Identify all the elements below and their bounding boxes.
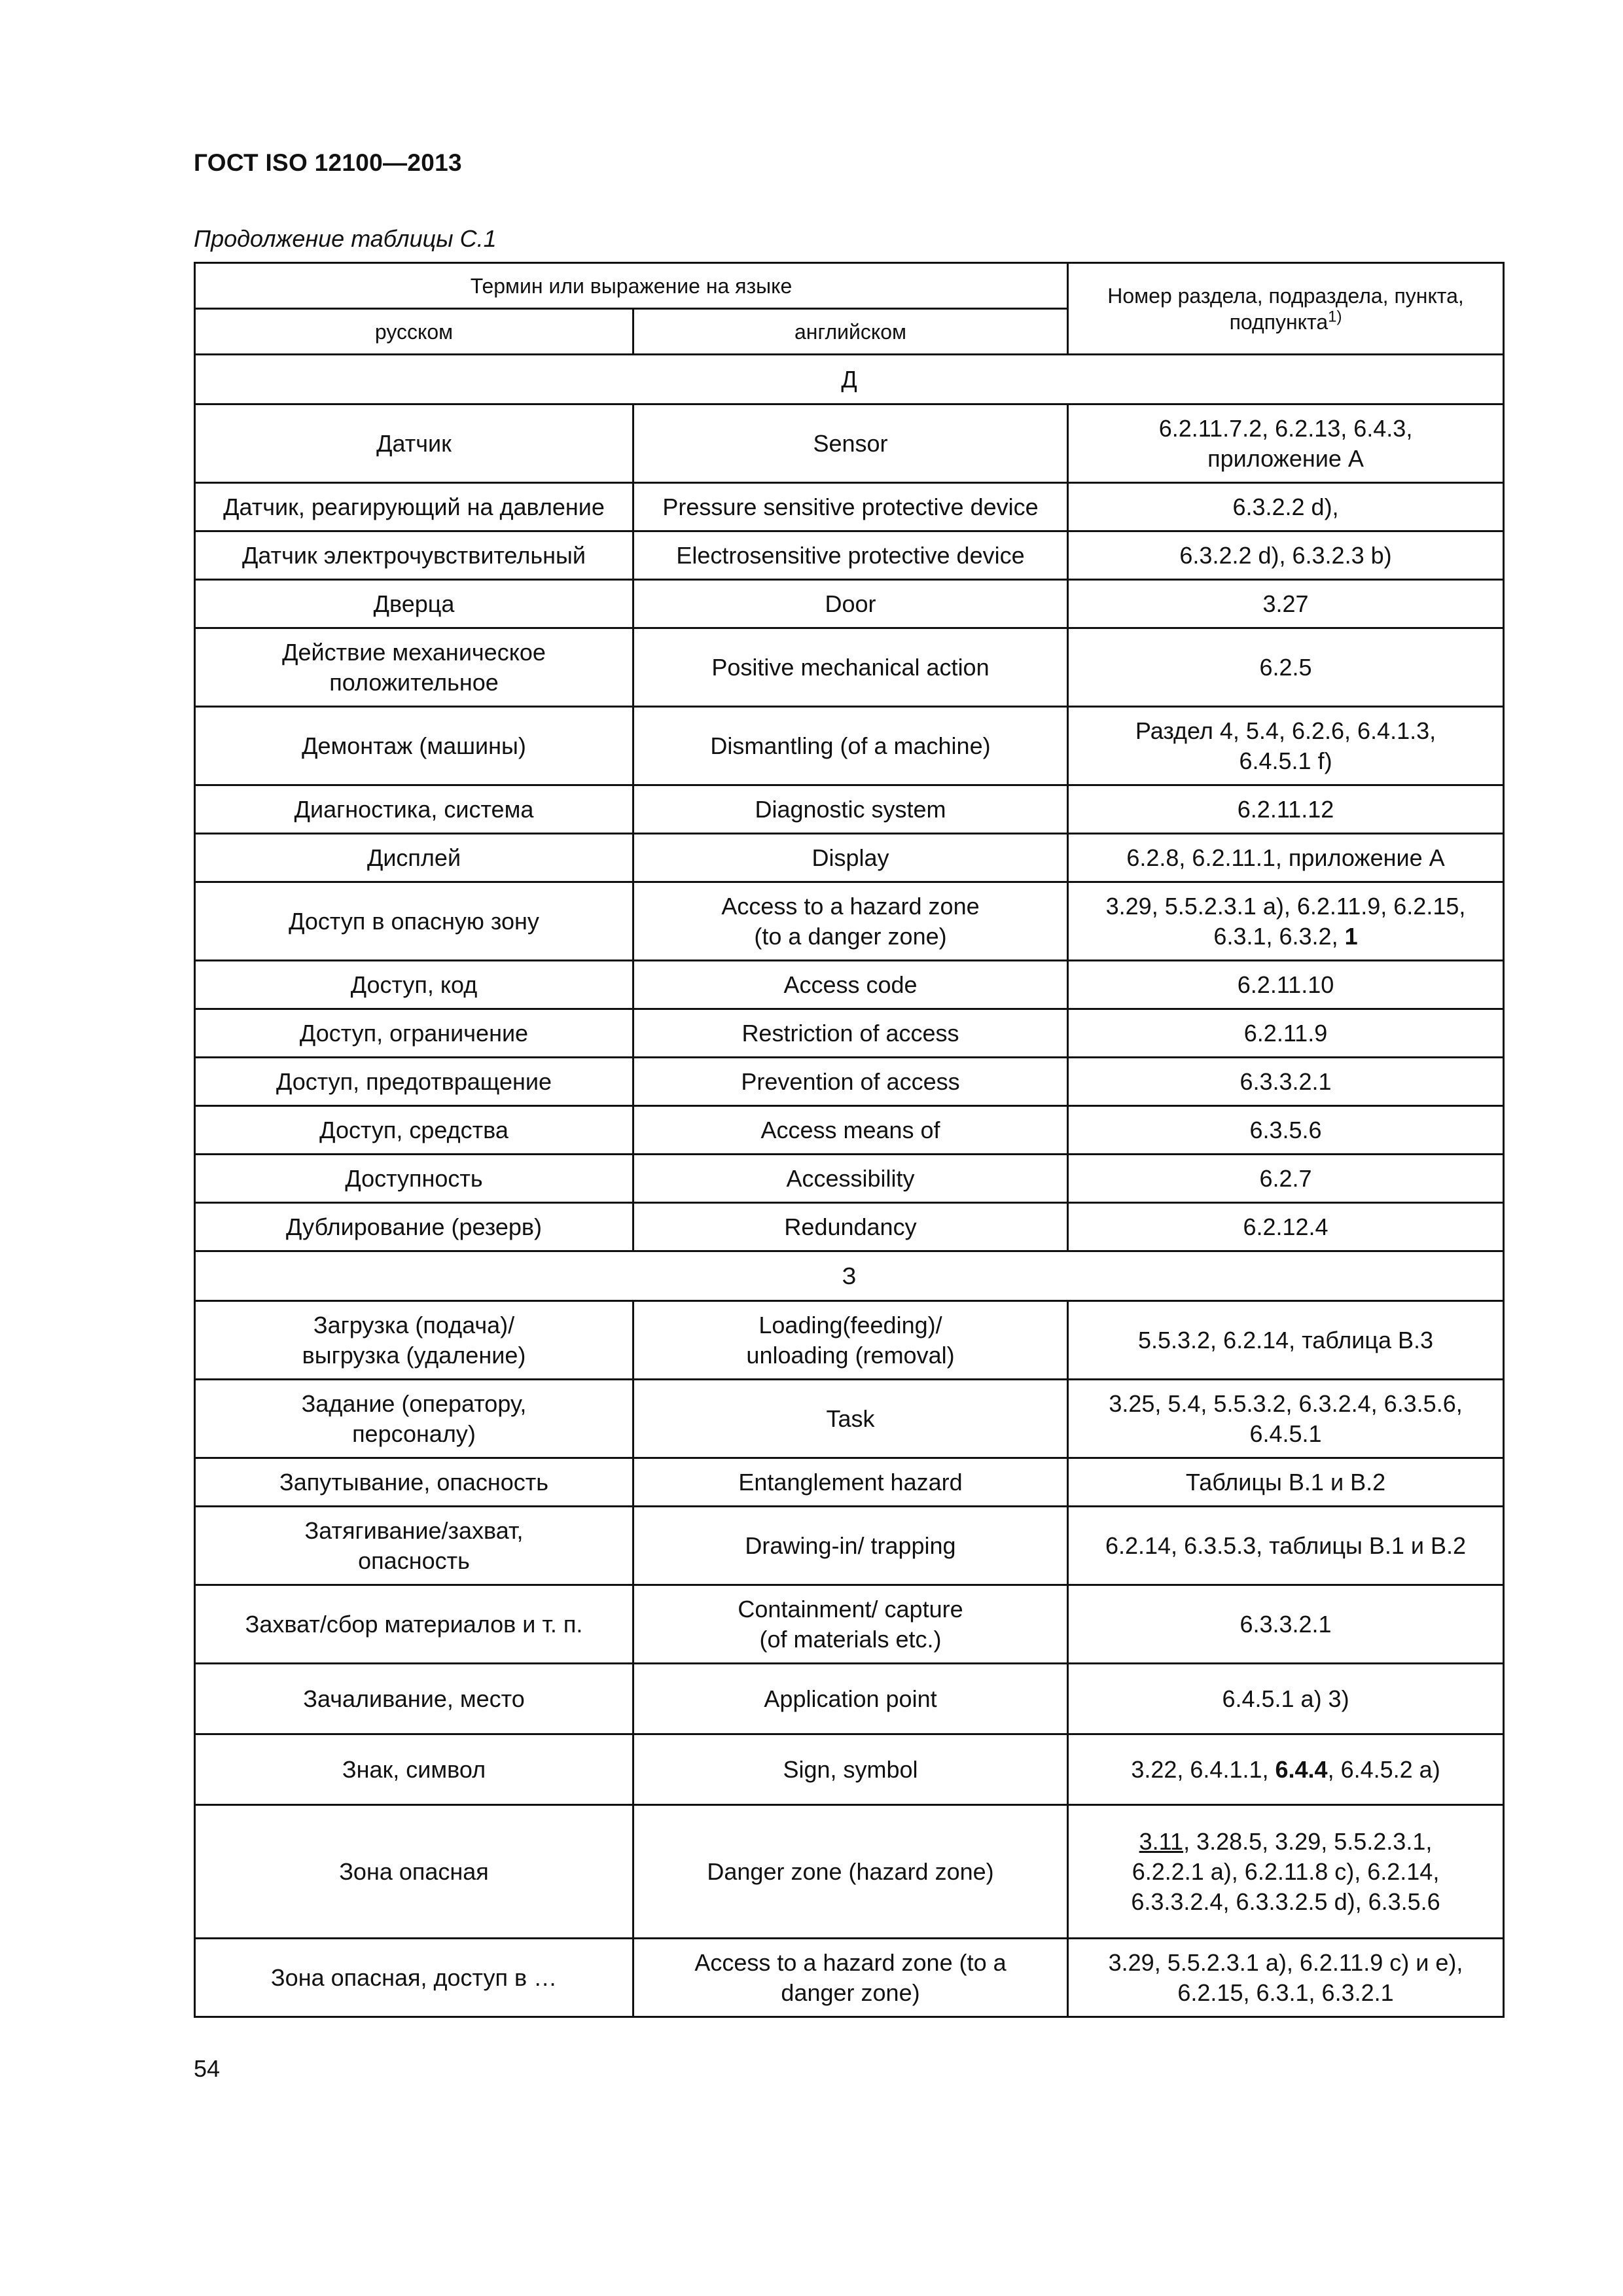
reference-line: [1077, 1067, 1495, 1097]
reference-line: [1077, 1827, 1495, 1857]
reference-text: 6.3.1, 6.3.2,: [1213, 922, 1345, 950]
russian-term-cell: [195, 1380, 633, 1458]
russian-term-cell: [195, 483, 633, 531]
reference-text: 6.2.11.9: [1243, 1019, 1328, 1047]
russian-term-line: Доступ в опасную зону: [289, 907, 539, 935]
russian-term-cell: [195, 1458, 633, 1507]
table-row: [195, 1009, 1504, 1058]
english-term-cell: [633, 1507, 1068, 1585]
reference-line: [1077, 922, 1495, 952]
section-reference-cell: [1068, 961, 1504, 1009]
english-term-line: Access means of: [760, 1116, 940, 1143]
reference-text: 6.4.4: [1275, 1755, 1328, 1783]
reference-text: 6.2.8, 6.2.11.1, приложение А: [1126, 844, 1445, 871]
reference-line: [1077, 1609, 1495, 1640]
reference-text: 5.5.3.2, 6.2.14, таблица В.3: [1137, 1326, 1434, 1354]
russian-term-line: выгрузка (удаление): [302, 1341, 526, 1369]
english-term-cell: [633, 1664, 1068, 1734]
english-term-cell: [633, 785, 1068, 834]
english-term-line: Drawing-in/ trapping: [745, 1532, 956, 1559]
russian-term-line: Знак, символ: [342, 1755, 486, 1783]
russian-term-line: Затягивание/захват,: [304, 1516, 524, 1544]
russian-term-cell: [195, 1939, 633, 2017]
section-reference-cell: [1068, 1939, 1504, 2017]
russian-term-cell: [195, 882, 633, 961]
table-row: [195, 707, 1504, 785]
table-row: [195, 531, 1504, 580]
russian-term-line: Диагностика, система: [294, 795, 534, 823]
english-term-cell: [633, 882, 1068, 961]
reference-line: [1077, 1948, 1495, 1978]
table-row: [195, 628, 1504, 707]
table-row: [195, 483, 1504, 531]
section-reference-cell: [1068, 1155, 1504, 1203]
english-term-line: Task: [826, 1405, 875, 1432]
section-reference-cell: [1068, 483, 1504, 531]
document-title: ГОСТ ISO 12100—2013: [194, 149, 462, 176]
reference-line: [1077, 414, 1495, 444]
reference-text: 1: [1344, 922, 1358, 950]
section-letter: Д: [195, 355, 1504, 404]
table-row: [195, 1458, 1504, 1507]
english-term-cell: [633, 1155, 1068, 1203]
russian-term-cell: [195, 1009, 633, 1058]
reference-line: [1077, 1467, 1495, 1498]
english-term-cell: [633, 1380, 1068, 1458]
reference-text: , 3.28.5, 3.29, 5.5.2.3.1,: [1183, 1827, 1433, 1855]
english-term-cell: [633, 1458, 1068, 1507]
russian-term-cell: [195, 1734, 633, 1805]
russian-term-line: опасность: [358, 1547, 470, 1574]
english-term-line: Access to a hazard zone: [721, 892, 980, 920]
reference-line: [1077, 1018, 1495, 1049]
reference-text: 6.3.5.6: [1249, 1116, 1322, 1143]
russian-term-cell: [195, 785, 633, 834]
russian-term-cell: [195, 834, 633, 882]
reference-text: 6.2.11.10: [1237, 971, 1334, 998]
english-term-line: Loading(feeding)/: [758, 1311, 942, 1338]
english-term-cell: [633, 580, 1068, 628]
reference-line: [1077, 1531, 1495, 1561]
reference-text: 3.29, 5.5.2.3.1 a), 6.2.11.9, 6.2.15,: [1105, 892, 1466, 920]
russian-term-cell: [195, 1106, 633, 1155]
terms-table: [194, 262, 1505, 2018]
reference-text: 3.27: [1262, 590, 1309, 617]
page-number: 54: [194, 2055, 221, 2082]
reference-text: 6.3.3.2.1: [1240, 1610, 1332, 1638]
table-row: [195, 1301, 1504, 1380]
russian-term-cell: [195, 707, 633, 785]
reference-text: 6.4.5.1: [1249, 1420, 1322, 1447]
section-reference-cell: [1068, 628, 1504, 707]
russian-term-line: Датчик: [376, 429, 452, 457]
reference-text: 6.3.3.2.1: [1240, 1067, 1332, 1095]
english-term-cell: [633, 628, 1068, 707]
english-term-cell: [633, 1939, 1068, 2017]
english-term-cell: [633, 707, 1068, 785]
english-term-line: Prevention of access: [741, 1067, 960, 1095]
english-term-line: Accessibility: [786, 1164, 915, 1192]
reference-text: 6.2.12.4: [1243, 1213, 1329, 1240]
russian-term-cell: [195, 1203, 633, 1251]
russian-term-line: Датчик электрочувствительный: [242, 541, 586, 569]
russian-term-cell: [195, 628, 633, 707]
russian-term-line: Зачаливание, место: [303, 1685, 525, 1712]
table-row: [195, 1155, 1504, 1203]
reference-text: 6.3.2.2 d), 6.3.2.3 b): [1179, 541, 1392, 569]
english-term-cell: [633, 1734, 1068, 1805]
reference-text: 3.25, 5.4, 5.5.3.2, 6.3.2.4, 6.3.5.6,: [1109, 1390, 1463, 1417]
english-term-cell: [633, 404, 1068, 483]
reference-line: [1077, 891, 1495, 922]
section-reference-cell: [1068, 785, 1504, 834]
reference-line: [1077, 444, 1495, 474]
reference-line: [1077, 589, 1495, 619]
table-row: [195, 1507, 1504, 1585]
english-term-line: Electrosensitive protective device: [676, 541, 1025, 569]
russian-term-cell: [195, 1301, 633, 1380]
reference-line: [1077, 1115, 1495, 1145]
english-term-cell: [633, 961, 1068, 1009]
section-reference-cell: [1068, 1301, 1504, 1380]
section-reference-cell: [1068, 404, 1504, 483]
english-term-line: Diagnostic system: [755, 795, 946, 823]
reference-line: [1077, 1419, 1495, 1449]
table-row: [195, 1058, 1504, 1106]
reference-text: 6.2.7: [1259, 1164, 1312, 1192]
table-row: [195, 1203, 1504, 1251]
section-reference-cell: [1068, 1058, 1504, 1106]
reference-text: 6.3.2.2 d),: [1232, 493, 1339, 520]
reference-text: 6.2.2.1 a), 6.2.11.8 c), 6.2.14,: [1132, 1857, 1440, 1885]
english-term-cell: [633, 1203, 1068, 1251]
letter-section-row: [195, 1251, 1504, 1301]
reference-line: [1077, 970, 1495, 1000]
russian-term-line: персоналу): [352, 1420, 476, 1447]
reference-line: [1077, 1887, 1495, 1917]
section-reference-cell: [1068, 882, 1504, 961]
table-row: [195, 1380, 1504, 1458]
reference-text: 6.2.11.12: [1237, 795, 1334, 823]
english-term-line: Pressure sensitive protective device: [662, 493, 1039, 520]
reference-text: 6.4.5.1 f): [1239, 747, 1332, 774]
reference-line: [1077, 1857, 1495, 1887]
russian-term-line: Захват/сбор материалов и т. п.: [245, 1610, 583, 1638]
reference-line: [1077, 716, 1495, 746]
reference-line: [1077, 1212, 1495, 1242]
term-language-header: Термин или выражение на языке: [195, 263, 1068, 309]
table-row: [195, 961, 1504, 1009]
russian-term-line: Демонтаж (машины): [302, 732, 526, 759]
english-term-cell: [633, 531, 1068, 580]
reference-text: 6.2.11.7.2, 6.2.13, 6.4.3,: [1158, 414, 1413, 442]
section-reference-cell: [1068, 707, 1504, 785]
section-reference-cell: [1068, 531, 1504, 580]
reference-text: приложение А: [1207, 444, 1364, 472]
russian-term-line: Загрузка (подача)/: [313, 1311, 515, 1338]
section-letter: З: [195, 1251, 1504, 1301]
reference-line: [1077, 746, 1495, 776]
reference-text: 6.2.14, 6.3.5.3, таблицы В.1 и В.2: [1105, 1532, 1467, 1559]
table-row: [195, 1106, 1504, 1155]
reference-text: 6.2.15, 6.3.1, 6.3.2.1: [1177, 1979, 1394, 2006]
russian-term-line: Действие механическое: [282, 638, 546, 666]
section-reference-cell: [1068, 1734, 1504, 1805]
english-term-line: unloading (removal): [746, 1341, 955, 1369]
reference-line: [1077, 1755, 1495, 1785]
section-reference-cell: [1068, 1585, 1504, 1664]
table-row: [195, 785, 1504, 834]
reference-line: [1077, 843, 1495, 873]
reference-line: [1077, 1684, 1495, 1714]
section-reference-cell: [1068, 1507, 1504, 1585]
table-row: [195, 580, 1504, 628]
english-term-line: Sensor: [813, 429, 888, 457]
reference-text: Таблицы В.1 и В.2: [1185, 1468, 1386, 1496]
reference-line: [1077, 795, 1495, 825]
english-term-line: Positive mechanical action: [711, 653, 990, 681]
english-term-line: Sign, symbol: [783, 1755, 918, 1783]
footnote-marker: 1): [1328, 307, 1342, 325]
reference-text: 6.4.5.1 a) 3): [1222, 1685, 1349, 1712]
english-term-line: Access code: [783, 971, 918, 998]
russian-term-line: Дверца: [373, 590, 455, 617]
english-term-line: danger zone): [781, 1979, 920, 2006]
russian-term-line: положительное: [329, 668, 499, 696]
english-term-cell: [633, 1585, 1068, 1664]
russian-term-cell: [195, 1058, 633, 1106]
table-row: [195, 1734, 1504, 1805]
english-term-cell: [633, 1009, 1068, 1058]
russian-term-line: Доступ, ограничение: [299, 1019, 529, 1047]
russian-term-line: Доступ, код: [350, 971, 478, 998]
english-term-line: Danger zone (hazard zone): [707, 1857, 994, 1885]
english-term-line: Entanglement hazard: [738, 1468, 963, 1496]
english-term-cell: [633, 1301, 1068, 1380]
reference-line: [1077, 1325, 1495, 1355]
russian-term-cell: [195, 404, 633, 483]
reference-text: Раздел 4, 5.4, 6.2.6, 6.4.1.3,: [1135, 717, 1436, 744]
reference-text: 6.2.5: [1259, 653, 1312, 681]
russian-term-line: Дисплей: [366, 844, 461, 871]
reference-line: [1077, 492, 1495, 522]
section-number-header-text: Номер раздела, подраздела, пункта, подпункта: [1107, 283, 1464, 334]
reference-text: 3.22, 6.4.1.1,: [1131, 1755, 1275, 1783]
russian-term-line: Задание (оператору,: [301, 1390, 527, 1417]
reference-line: [1077, 1978, 1495, 2008]
russian-term-cell: [195, 531, 633, 580]
reference-line: [1077, 653, 1495, 683]
section-reference-cell: [1068, 1203, 1504, 1251]
english-term-line: (to a danger zone): [754, 922, 947, 950]
english-term-line: Restriction of access: [741, 1019, 959, 1047]
russian-term-line: Доступ, предотвращение: [276, 1067, 552, 1095]
russian-term-cell: [195, 1155, 633, 1203]
english-term-cell: [633, 834, 1068, 882]
table-caption: Продолжение таблицы С.1: [194, 225, 497, 252]
table-body: [195, 355, 1504, 2017]
reference-text: 3.29, 5.5.2.3.1 a), 6.2.11.9 c) и e),: [1108, 1948, 1463, 1976]
english-term-line: Containment/ capture: [738, 1595, 963, 1623]
russian-term-cell: [195, 1507, 633, 1585]
letter-section-row: [195, 355, 1504, 404]
section-reference-cell: [1068, 1458, 1504, 1507]
english-column-header: английском: [633, 309, 1068, 355]
reference-text: 3.11: [1139, 1827, 1184, 1855]
russian-term-line: Доступность: [345, 1164, 483, 1192]
table-row: [195, 834, 1504, 882]
russian-term-line: Датчик, реагирующий на давление: [223, 493, 605, 520]
english-term-line: Application point: [764, 1685, 937, 1712]
table-row: [195, 1664, 1504, 1734]
reference-line: [1077, 1164, 1495, 1194]
russian-term-cell: [195, 580, 633, 628]
russian-term-cell: [195, 961, 633, 1009]
table-row: [195, 404, 1504, 483]
reference-text: , 6.4.5.2 a): [1327, 1755, 1440, 1783]
russian-term-line: Доступ, средства: [319, 1116, 508, 1143]
table-header: [195, 263, 1504, 355]
russian-term-line: Зона опасная: [339, 1857, 489, 1885]
english-term-line: Door: [825, 590, 876, 617]
russian-term-line: Запутывание, опасность: [279, 1468, 549, 1496]
english-term-line: Display: [812, 844, 889, 871]
section-number-header: [1068, 263, 1504, 355]
english-term-line: Dismantling (of a machine): [710, 732, 991, 759]
russian-column-header: русском: [195, 309, 633, 355]
section-reference-cell: [1068, 1009, 1504, 1058]
english-term-line: Redundancy: [784, 1213, 917, 1240]
table-row: [195, 1805, 1504, 1939]
table-row: [195, 1939, 1504, 2017]
reference-text: 6.3.3.2.4, 6.3.3.2.5 d), 6.3.5.6: [1131, 1888, 1440, 1915]
section-reference-cell: [1068, 834, 1504, 882]
reference-line: [1077, 1389, 1495, 1419]
russian-term-line: Зона опасная, доступ в …: [270, 1964, 558, 1991]
table-row: [195, 1585, 1504, 1664]
section-reference-cell: [1068, 1805, 1504, 1939]
english-term-cell: [633, 1058, 1068, 1106]
russian-term-line: Дублирование (резерв): [286, 1213, 542, 1240]
section-reference-cell: [1068, 580, 1504, 628]
section-reference-cell: [1068, 1664, 1504, 1734]
section-reference-cell: [1068, 1380, 1504, 1458]
english-term-cell: [633, 1106, 1068, 1155]
table-row: [195, 882, 1504, 961]
russian-term-cell: [195, 1805, 633, 1939]
english-term-line: (of materials etc.): [759, 1625, 942, 1653]
section-reference-cell: [1068, 1106, 1504, 1155]
reference-line: [1077, 541, 1495, 571]
english-term-cell: [633, 1805, 1068, 1939]
russian-term-cell: [195, 1585, 633, 1664]
russian-term-cell: [195, 1664, 633, 1734]
english-term-cell: [633, 483, 1068, 531]
english-term-line: Access to a hazard zone (to a: [694, 1948, 1007, 1976]
